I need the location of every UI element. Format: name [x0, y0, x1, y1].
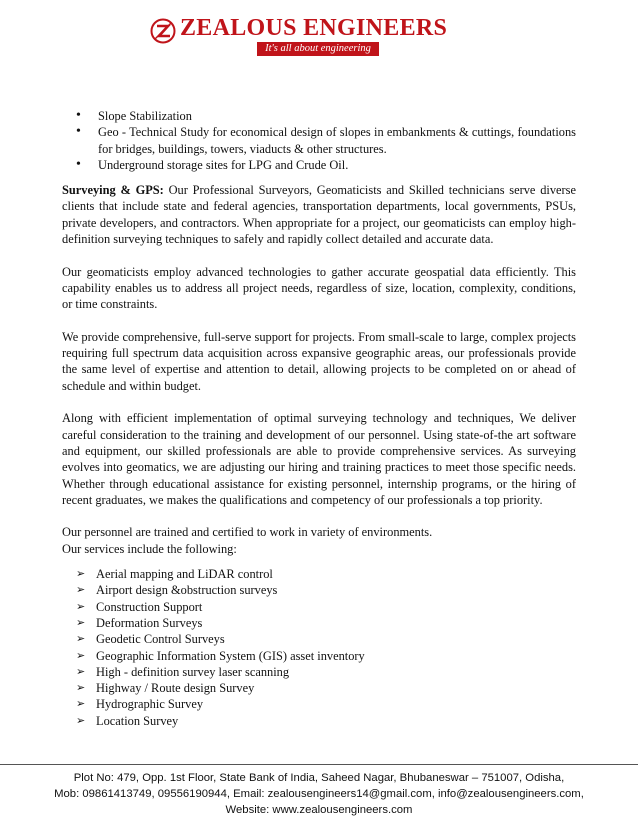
paragraph-services-intro: Our services include the following: — [62, 541, 237, 556]
footer-divider — [0, 764, 638, 765]
services-list — [62, 566, 576, 729]
paragraph-geomaticists: Our geomaticists employ advanced technologies to gather accurate geospatial data efficiently. This capability enables us to address all project needs, regardless of size, location, complexity, conditions, or time constraints. — [62, 264, 576, 312]
zealous-engineers-logo-icon — [150, 18, 176, 44]
footer-address: Plot No: 479, Opp. 1st Floor, State Bank of India, Saheed Nagar, Bhubaneswar – 751007, Odisha, — [73, 772, 565, 784]
list-item: ➢ Deformation Surveys — [62, 615, 576, 631]
list-item: ➢ Hydrographic Survey — [62, 696, 576, 712]
paragraph-text: Our Professional Surveyors, Geomaticists and Skilled technicians serve diverse clients that include state and federal agencies, transportation departments, local governments, PSUs, private developers, and contractors. When appropriate for a project, our geomaticists can employ high-definition surveying techniques to safely and rapidly collect detailed and accurate data. — [62, 183, 576, 247]
footer — [0, 770, 638, 818]
footer-website: Website: www.zealousengineers.com — [225, 804, 413, 816]
paragraph-surveying — [62, 182, 576, 247]
list-item: ➢ Construction Support — [62, 599, 576, 615]
company-name: ZEALOUS ENGINEERS — [180, 15, 448, 41]
list-item: ➢ Geodetic Control Surveys — [62, 631, 576, 647]
paragraph-lead: Surveying & GPS: — [62, 183, 164, 198]
paragraph-implementation: Along with efficient implementation of optimal surveying technology and techniques, We deliver careful consideration to the training and development of our personnel. Using state-of-the art software and equipment, our skilled professionals are able to provide comprehensive services. As surveying evolves into geomatics, we are adjusting our hiring and training practices to meet those specific needs. Whether through educational assistance for existing personnel, internship programs, or the hiring of recent graduates, we makes the qualifications and competency of our professionals a top priority. — [62, 411, 576, 507]
list-item: ➢ Geographic Information System (GIS) asset inventory — [62, 648, 576, 664]
list-item: ➢ Location Survey — [62, 713, 576, 729]
letterhead — [0, 12, 638, 58]
list-item: ➢ Highway / Route design Survey — [62, 680, 576, 696]
list-item: • Underground storage sites for LPG and Crude Oil. — [62, 157, 576, 173]
list-item: • Slope Stabilization — [62, 108, 576, 124]
list-item: ➢ Airport design &obstruction surveys — [62, 582, 576, 598]
list-item: ➢ Aerial mapping and LiDAR control — [62, 566, 576, 582]
list-item: • Geo - Technical Study for economical design of slopes in embankments & cuttings, foundations for bridges, buildings, towers, viaducts & other structures. — [62, 124, 576, 157]
paragraph-personnel: Our personnel are trained and certified to work in variety of environments. — [62, 525, 433, 540]
document-body — [62, 108, 576, 729]
top-bullet-list — [62, 108, 576, 173]
tagline: It's all about engineering — [257, 42, 379, 56]
paragraph-support: We provide comprehensive, full-serve support for projects. From small-scale to large, complex projects requiring full spectrum data acquisition across expansive geographic areas, our professionals provide the same level of expertise and attention to detail, allowing projects to be completed on or ahead of schedule and within budget. — [62, 329, 576, 393]
footer-contact: Mob: 09861413749, 09556190944, Email: zealousengineers14@gmail.com, info@zealousengineers.com, — [54, 788, 584, 800]
list-item: ➢ High - definition survey laser scanning — [62, 664, 576, 680]
